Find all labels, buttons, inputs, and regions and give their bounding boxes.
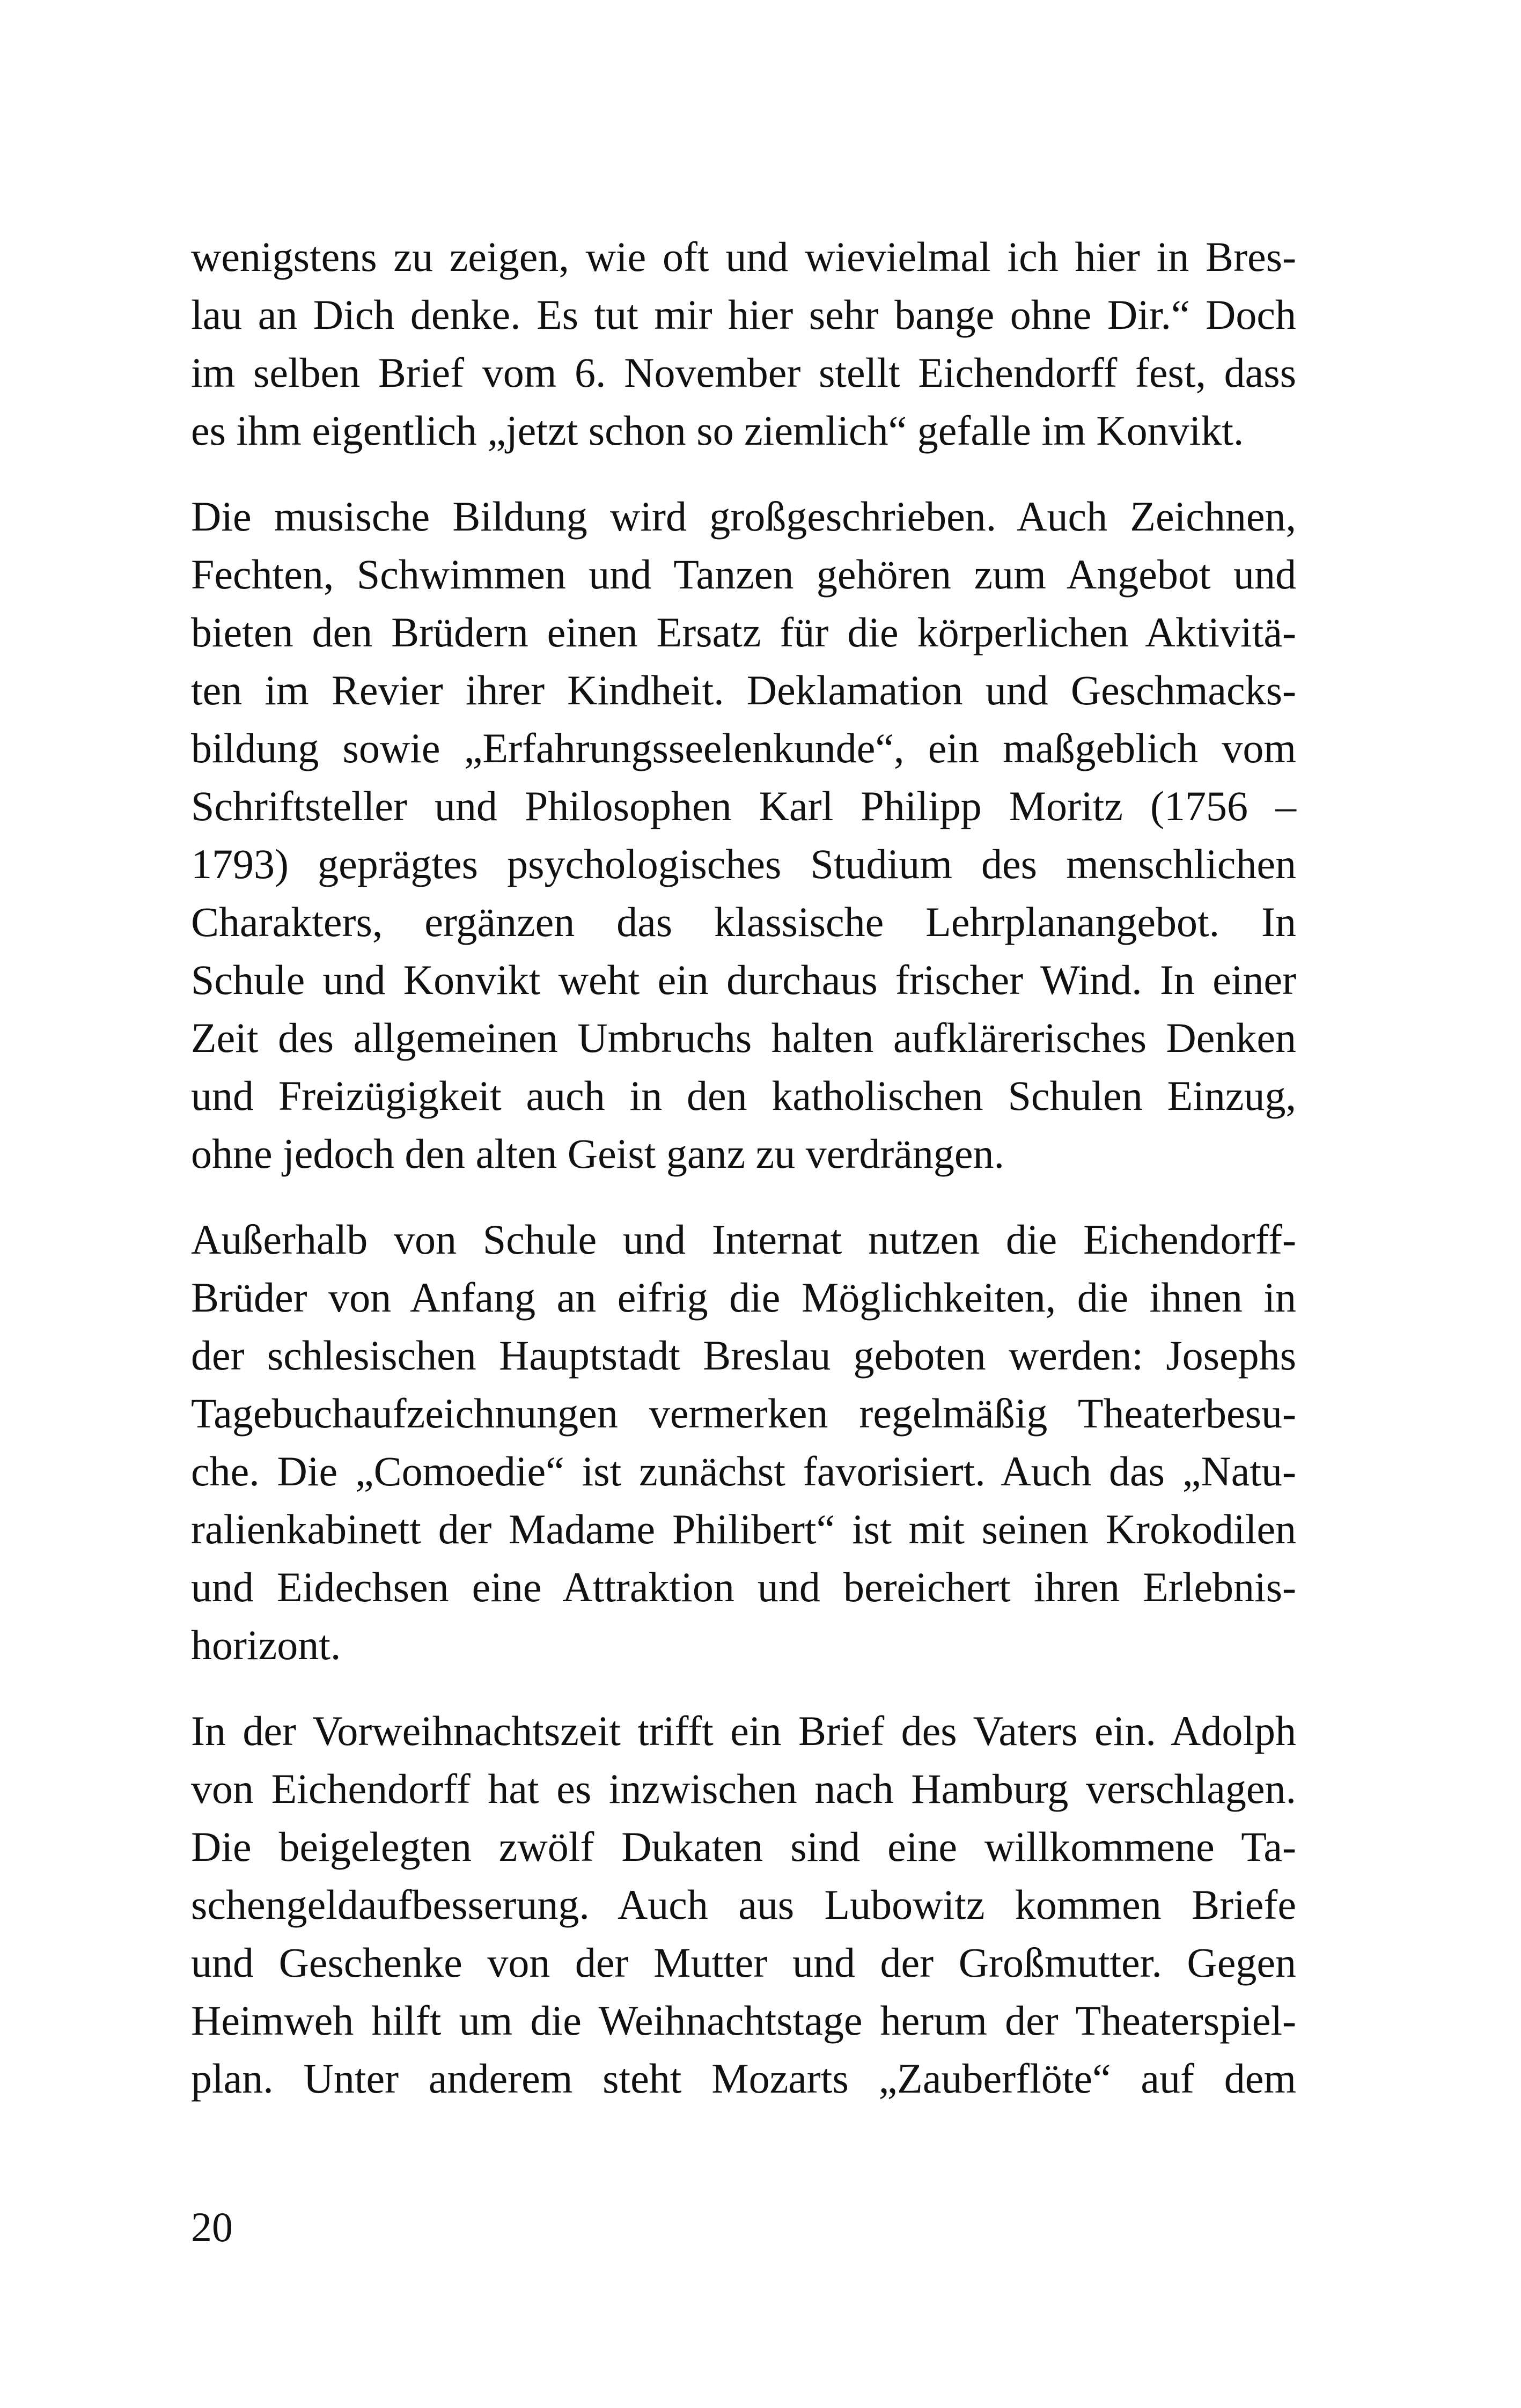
paragraph xyxy=(191,488,1296,1183)
text-line: plan. Unter anderem steht Mozarts „Zauberflöte“ auf dem xyxy=(191,2055,1296,2102)
text-line: Fechten, Schwimmen und Tanzen gehören zum Angebot und xyxy=(191,551,1296,598)
text-line: 1793) geprägtes psychologisches Studium des menschlichen xyxy=(191,841,1296,887)
text-line: Tagebuchaufzeichnungen vermerken regelmäßig Theaterbesu- xyxy=(191,1390,1296,1437)
text-line: ohne jedoch den alten Geist ganz zu verdrängen. xyxy=(191,1130,1005,1177)
paragraph-gap xyxy=(191,1674,1296,1702)
text-line: Außerhalb von Schule und Internat nutzen die Eichendorff- xyxy=(191,1216,1296,1263)
text-line: Zeit des allgemeinen Umbruchs halten aufklärerisches Denken xyxy=(191,1014,1296,1061)
text-line: Die beigelegten zwölf Dukaten sind eine willkommene Ta- xyxy=(191,1823,1296,1870)
text-line: Die musische Bildung wird großgeschrieben. Auch Zeichnen, xyxy=(191,493,1296,540)
text-line: horizont. xyxy=(191,1622,341,1668)
text-line: wenigstens zu zeigen, wie oft und wievielmal ich hier in Bres- xyxy=(191,233,1296,280)
paragraph xyxy=(191,228,1296,460)
text-line: und Geschenke von der Mutter und der Großmutter. Gegen xyxy=(191,1939,1296,1986)
text-line: bieten den Brüdern einen Ersatz für die körperlichen Aktivitä- xyxy=(191,609,1296,656)
text-line: lau an Dich denke. Es tut mir hier sehr bange ohne Dir.“ Doch xyxy=(191,291,1296,338)
text-line: che. Die „Comoedie“ ist zunächst favorisiert. Auch das „Natu- xyxy=(191,1448,1296,1494)
paragraph xyxy=(191,1702,1296,2108)
paragraph xyxy=(191,1211,1296,1674)
text-line: Schule und Konvikt weht ein durchaus frischer Wind. In einer xyxy=(191,956,1296,1003)
paragraph-gap xyxy=(191,1183,1296,1211)
text-line: bildung sowie „Erfahrungsseelenkunde“, ein maßgeblich vom xyxy=(191,725,1296,771)
text-line: ten im Revier ihrer Kindheit. Deklamation und Geschmacks- xyxy=(191,667,1296,713)
text-line: der schlesischen Hauptstadt Breslau geboten werden: Josephs xyxy=(191,1332,1296,1379)
text-line: schengeldaufbesserung. Auch aus Lubowitz kommen Briefe xyxy=(191,1881,1296,1928)
text-line: und Eidechsen eine Attraktion und bereichert ihren Erlebnis- xyxy=(191,1564,1296,1610)
paragraph-gap xyxy=(191,460,1296,488)
text-line: im selben Brief vom 6. November stellt Eichendorff fest, dass xyxy=(191,349,1296,396)
text-line: von Eichendorff hat es inzwischen nach Hamburg verschlagen. xyxy=(191,1765,1296,1812)
text-line: Brüder von Anfang an eifrig die Möglichkeiten, die ihnen in xyxy=(191,1274,1296,1321)
text-line: ralienkabinett der Madame Philibert“ ist mit seinen Krokodilen xyxy=(191,1506,1296,1552)
page-number: 20 xyxy=(191,2204,233,2250)
text-line: Schriftsteller und Philosophen Karl Philipp Moritz (1756 – xyxy=(191,783,1296,829)
text-line: und Freizügigkeit auch in den katholischen Schulen Einzug, xyxy=(191,1072,1296,1119)
body-text xyxy=(191,228,1296,2108)
text-line: es ihm eigentlich „jetzt schon so ziemlich“ gefalle im Konvikt. xyxy=(191,407,1244,454)
text-line: In der Vorweihnachtszeit trifft ein Brief des Vaters ein. Adolph xyxy=(191,1707,1296,1754)
text-line: Heimweh hilft um die Weihnachtstage herum der Theaterspiel- xyxy=(191,1997,1296,2044)
text-line: Charakters, ergänzen das klassische Lehrplanangebot. In xyxy=(191,899,1296,945)
